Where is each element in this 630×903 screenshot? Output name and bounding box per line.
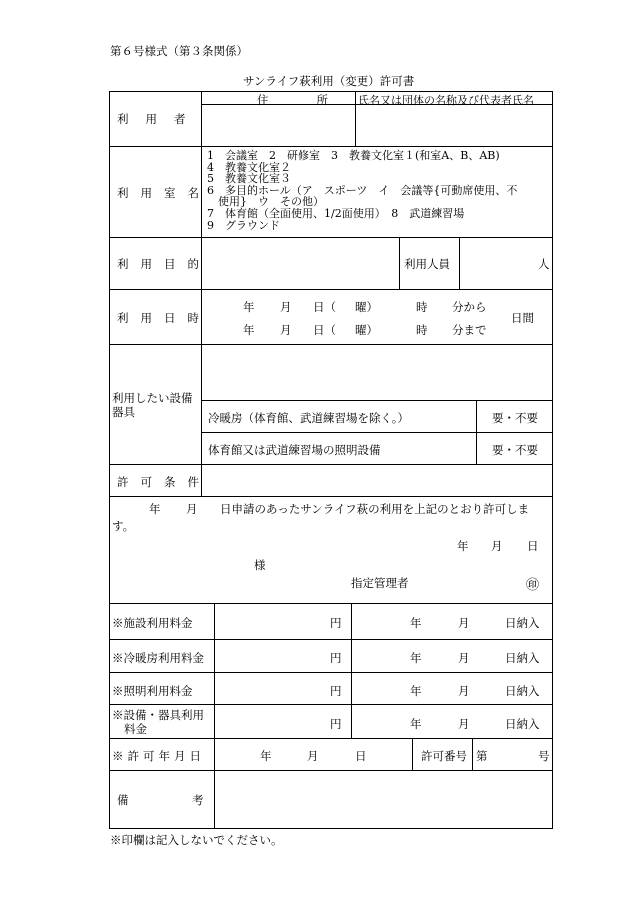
manager-label: 指定管理者: [351, 576, 409, 590]
name-label: 氏名又は団体の名称及び代表者氏名: [358, 94, 534, 107]
permission-statement-cont: す。: [112, 519, 135, 533]
name-field[interactable]: [356, 105, 552, 145]
seal-icon: ㊞: [526, 578, 540, 593]
rooms-options[interactable]: [207, 150, 517, 231]
room-option[interactable]: 1 会議室 2 研修室 3 教養文化室１(和室A、B、AB): [207, 149, 500, 162]
permit-number-label: 許可番号: [421, 749, 467, 763]
permission-statement: 日申請のあったサンライフ萩の利用を上記のとおり許可しま: [220, 502, 530, 516]
heating-choice[interactable]: 要・不要: [492, 411, 538, 425]
equipment-fee-label-2: 料金: [124, 722, 147, 736]
rooms-label: 利用室名: [117, 186, 211, 200]
address-label: 住所: [257, 93, 376, 107]
form-number: 第６号様式（第３条関係）: [110, 44, 248, 58]
room-option[interactable]: 5 教養文化室３: [207, 172, 291, 186]
purpose-field[interactable]: [202, 238, 398, 288]
room-option[interactable]: 9 グラウンド: [207, 218, 280, 232]
lighting-fee-label: ※照明利用料金: [112, 684, 193, 698]
conditions-label: 許可条件: [117, 475, 211, 489]
people-label: 利用人員: [404, 257, 450, 271]
purpose-label: 利用目的: [117, 257, 211, 271]
datetime-field[interactable]: [202, 290, 552, 343]
conditions-field[interactable]: [202, 465, 552, 495]
lighting-label: 体育館又は武道練習場の照明設備: [208, 443, 381, 457]
facility-fee-label: ※施設利用料金: [112, 616, 193, 630]
room-option[interactable]: 4 教養文化室２: [207, 160, 291, 174]
address-field[interactable]: [202, 105, 354, 145]
days-label: 日間: [511, 311, 534, 325]
form-title: サンライフ萩利用（変更）許可書: [243, 74, 415, 88]
lighting-choice[interactable]: 要・不要: [492, 443, 538, 457]
equipment-field[interactable]: [202, 345, 552, 399]
room-option[interactable]: 6 多目的ホール（ア スポーツ イ 会議等{可動席使用、不: [207, 183, 518, 197]
remarks-label-left: 備: [117, 793, 129, 807]
remarks-label-right: 考: [192, 793, 204, 807]
equipment-label-1: 利用したい設備: [112, 391, 193, 405]
datetime-label: 利用日時: [117, 311, 211, 325]
remarks-field[interactable]: [215, 771, 552, 828]
heating-fee-label: ※冷暖房利用料金: [112, 651, 204, 665]
user-label: 利用者: [117, 112, 203, 126]
permit-date-label: ※許可年月日: [112, 749, 205, 763]
equipment-label-2: 器具: [112, 405, 135, 419]
honorific: 様: [254, 558, 266, 572]
room-option[interactable]: 使用} ウ その他）: [207, 195, 324, 209]
footnote: ※印欄は記入しないでください。: [110, 833, 283, 847]
heating-label: 冷暖房（体育館、武道練習場を除く。）: [208, 411, 410, 425]
equipment-fee-label-1: ※設備・器具利用: [112, 708, 204, 722]
people-unit: 人: [538, 257, 550, 271]
room-option[interactable]: 7 体育館（全面使用、1/2面使用） 8 武道練習場: [207, 206, 465, 220]
